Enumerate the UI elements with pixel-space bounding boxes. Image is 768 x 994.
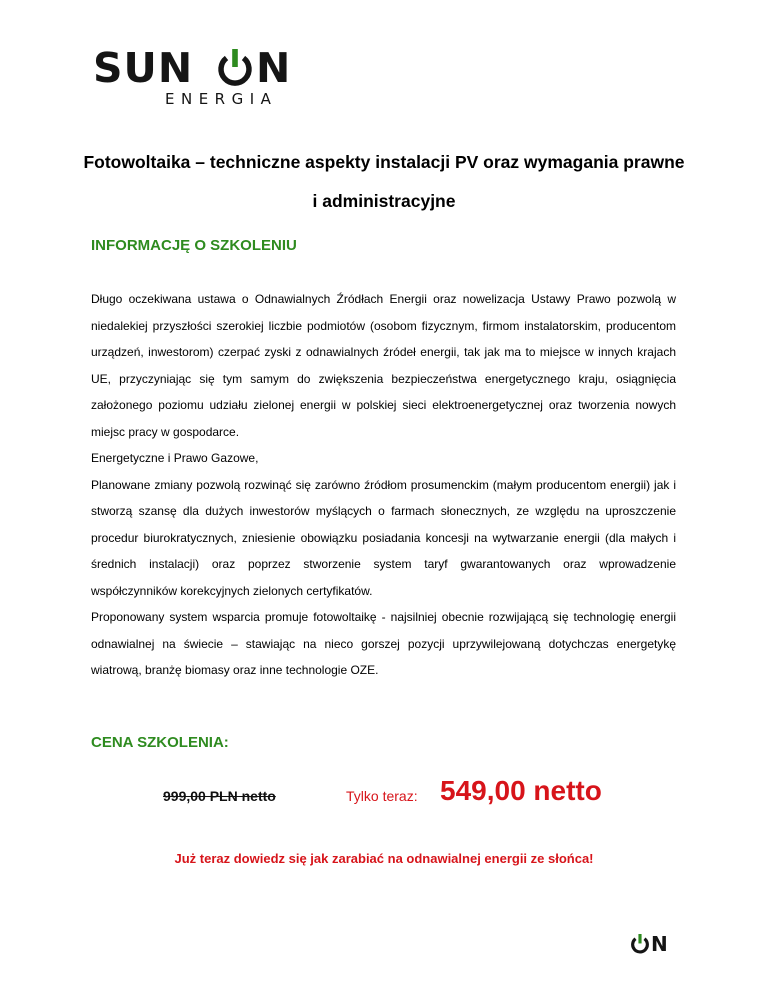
footer-logo [630,932,676,956]
info-paragraph: Planowane zmiany pozwolą rozwinąć się zarówno źródłom prosumenckim (małym producentom energii) jak i stworzą szansę dla dużych inwestorów myślących o farmach słonecznych, ze względu na uproszczenie procedur biurokratycznych, zniesienie obowiązku posiadania koncesji na wytwarzanie energii (dla małych i średnich instalacji) oraz poprzez stworzenie system taryf gwarantowanych oraz wprowadzenie współczynników korekcyjnych zielonych certyfikatów. [91,477,676,598]
info-paragraph: Proponowany system wsparcia promuje fotowoltaikę - najsilniej obecnie rozwijającą się technologię energii odnawialnej na świecie – stawiając na nieco gorszej pozycji uprzywilejowaną dotychczas energetykę wiatrową, branżę biomasy oraz inne technologie OZE. [91,610,676,677]
logo-text-sun: SUN [93,44,194,92]
now-label: Tylko teraz: [346,788,418,804]
new-price: 549,00 netto [440,775,602,806]
info-paragraph: Długo oczekiwana ustawa o Odnawialnych Źródłach Energii oraz nowelizacja Ustawy Prawo pozwolą w niedalekiej przyszłości szerokiej liczbie podmiotów (osobom fizycznym, firmom instalatorskim, producentom urządzeń, inwestorom) czerpać zyski z odnawialnych źródeł energii, tak jak ma to miejsce w innych krajach UE, przyczyniając się tym samym do zwiększenia bezpieczeństwa energetycznego kraju, osiągnięcia założonego poziomu udziału zielonej energii w polskiej sieci elektroenergetycznej oraz tworzenia nowych miejsc pracy w gospodarce. [91,292,676,439]
call-to-action: Już teraz dowiedz się jak zarabiać na odnawialnej energii ze słońca! [174,851,594,866]
logo-text-n: N [256,44,291,92]
price-heading: CENA SZKOLENIA: [91,734,229,751]
info-heading: INFORMACJĘ O SZKOLENIU [91,237,297,254]
power-icon [630,934,650,955]
info-paragraph: Energetyczne i Prawo Gazowe, [91,451,259,465]
logo-subtitle: ENERGIA [165,90,278,108]
document-title: Fotowoltaika – techniczne aspekty instalacji PV oraz wymagania prawne i administracyjne [83,152,685,211]
footer-logo-text: N [651,932,668,956]
power-icon [216,49,254,89]
brand-logo [93,44,303,110]
old-price: 999,00 PLN netto [163,788,276,804]
info-body [91,286,676,684]
